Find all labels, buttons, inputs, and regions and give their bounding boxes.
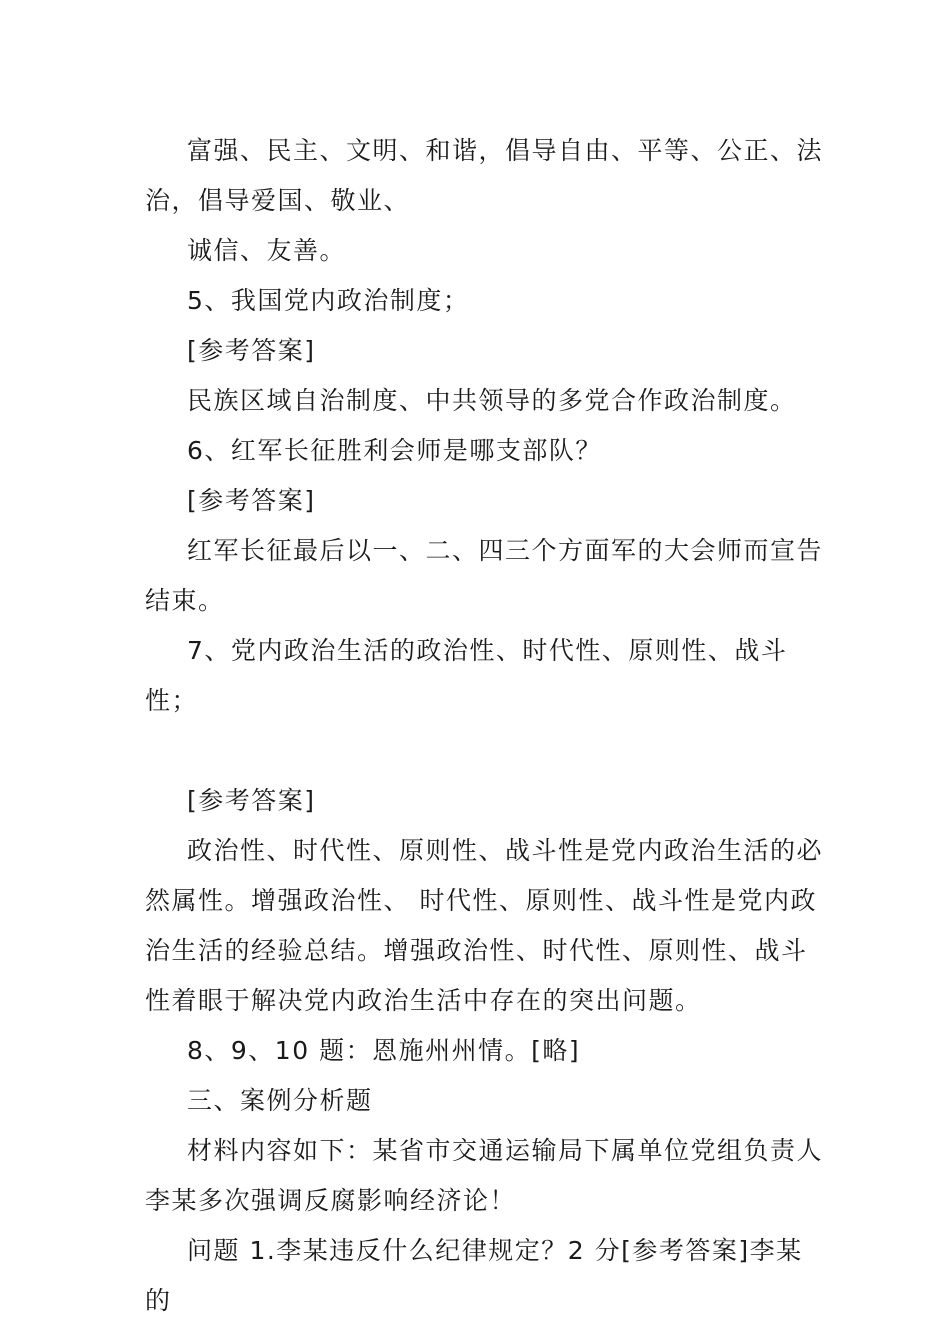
answer-label-6: [参考答案]: [187, 486, 316, 515]
question-8-10: 8、9、10 题：恩施州州情。[略]: [187, 1036, 581, 1065]
document-body: [145, 126, 825, 1326]
answer-7: 政治性、时代性、原则性、战斗性是党内政治生活的必然属性。增强政治性、 时代性、原则性、战斗性是党内政治生活的经验总结。增强政治性、时代性、原则性、战斗性着眼于解决党内政治生活中存在的突出问题。: [145, 836, 824, 1015]
case-question-1: 问题 1.李某违反什么纪律规定？2 分[参考答案]李某的: [145, 1236, 803, 1315]
answer-5: 民族区域自治制度、中共领导的多党合作政治制度。: [187, 386, 797, 415]
section-heading-case-analysis: 三、案例分析题: [187, 1086, 373, 1115]
question-5: 5、我国党内政治制度；: [187, 286, 470, 315]
case-material: 材料内容如下：某省市交通运输局下属单位党组负责人李某多次强调反腐影响经济论！: [145, 1136, 824, 1215]
paragraph-core-values-end: 诚信、友善。: [187, 236, 347, 265]
blank-line: [145, 726, 825, 776]
question-7: 7、党内政治生活的政治性、时代性、原则性、战斗性；: [145, 636, 788, 715]
answer-label-5: [参考答案]: [187, 336, 316, 365]
answer-label-7: [参考答案]: [187, 786, 316, 815]
paragraph-core-values: 富强、民主、文明、和谐，倡导自由、平等、公正、法治，倡导爱国、敬业、: [145, 136, 824, 215]
question-6: 6、红军长征胜利会师是哪支部队？: [187, 436, 602, 465]
answer-6: 红军长征最后以一、二、四三个方面军的大会师而宣告结束。: [145, 536, 824, 615]
